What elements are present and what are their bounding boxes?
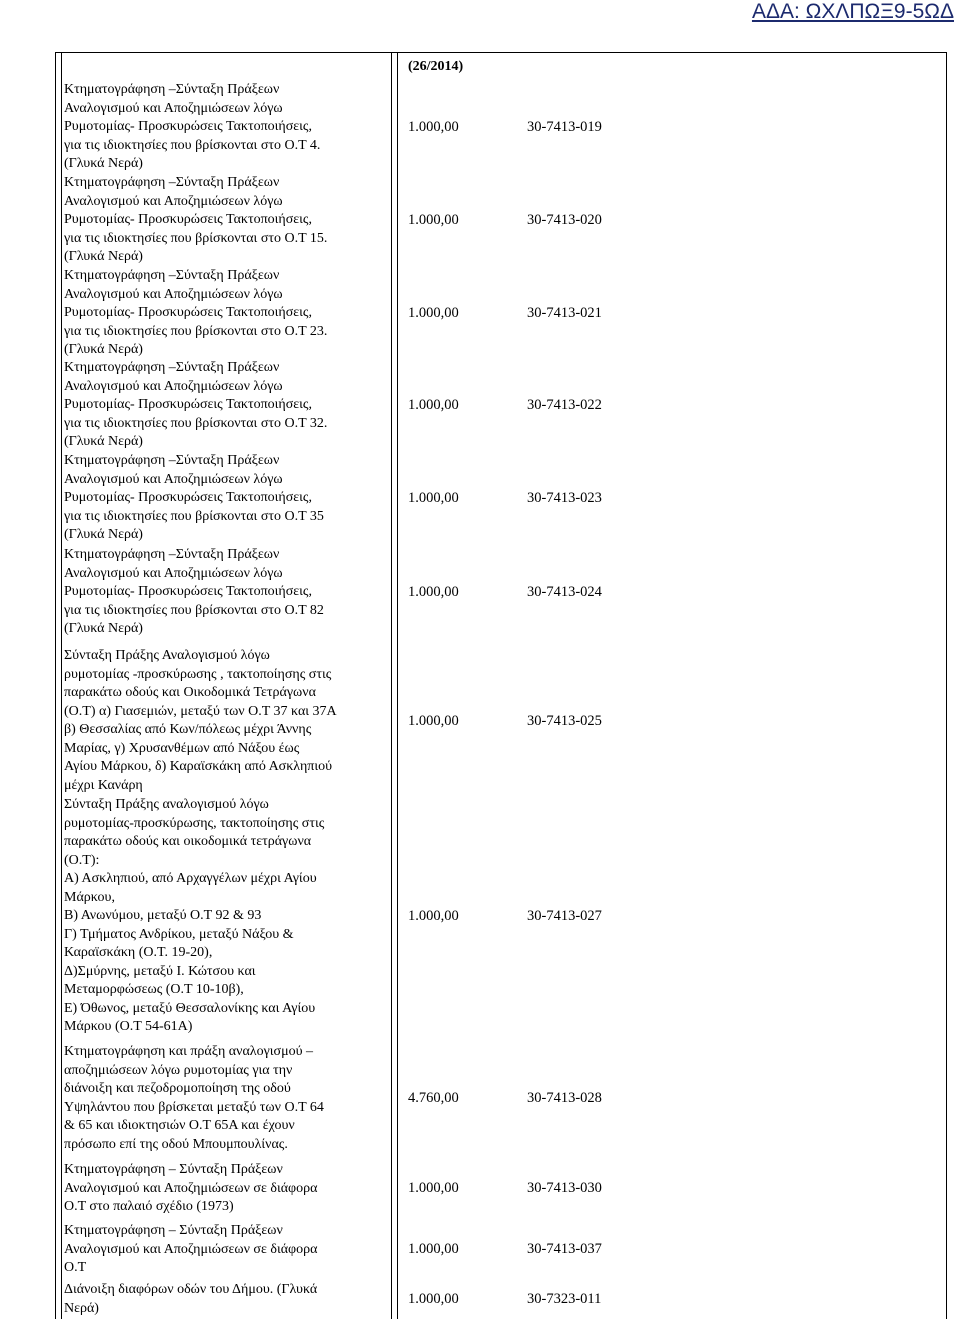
description-line: β) Θεσσαλίας από Κων/πόλεως μέχρι Άννης [64, 722, 312, 737]
amount: 1.000,00 [408, 583, 459, 600]
table-row [61, 451, 946, 544]
budget-code: 30-7413-020 [527, 211, 602, 228]
description-line: Κτηματογράφηση – Σύνταξη Πράξεων [64, 1223, 283, 1238]
budget-code: 30-7413-025 [527, 712, 602, 729]
row-values [397, 1222, 945, 1278]
description-line: Ρυμοτομίας- Προσκυρώσεις Τακτοποιήσεις, [64, 584, 312, 599]
description-line: Σύνταξη Πράξης Αναλογισμού λόγω [64, 648, 270, 663]
description-line: Κτηματογράφηση –Σύνταξη Πράξεων [64, 175, 280, 190]
table-row [61, 359, 946, 451]
budget-code: 30-7413-030 [527, 1180, 602, 1197]
table-right-border [946, 52, 947, 1319]
row-values [397, 796, 945, 1037]
amount: 1.000,00 [408, 907, 459, 924]
row-values [397, 174, 945, 267]
description-line: διάνοιξη και πεζοδρομοποίηση της οδού [64, 1081, 291, 1096]
description-line: για τις ιδιοκτησίες που βρίσκονται στο Ο.Τ 35 [64, 508, 324, 524]
ada-stamp: ΑΔΑ: ΩΧΛΠΩΞ9-5ΩΔ [751, 0, 954, 23]
description-line: Δ)Σμύρνης, μεταξύ Ι. Κώτσου και [64, 963, 256, 979]
description-line: (Γλυκά Νερά) [64, 621, 143, 636]
budget-code: 30-7323-011 [527, 1291, 602, 1307]
description-line: Ο.Τ στο παλαιό σχέδιο (1973) [64, 1199, 234, 1214]
description-line: Ο.Τ [64, 1260, 87, 1275]
description-line: Κτηματογράφηση –Σύνταξη Πράξεων [64, 360, 280, 375]
row-description [64, 452, 390, 545]
row-values [397, 1281, 945, 1318]
table-header-row [61, 52, 946, 80]
table-row [61, 640, 946, 795]
description-line: Β) Ανωνύμου, μεταξύ Ο.Τ 92 & 93 [64, 908, 262, 923]
table-row [61, 795, 946, 1038]
row-description [64, 647, 390, 795]
description-line: (Γλυκά Νερά) [64, 342, 143, 357]
amount: 1.000,00 [408, 396, 459, 413]
table-row [61, 544, 946, 640]
description-line: (Ο.Τ) α) Γιασεμιών, μεταξύ των Ο.Τ 37 και 37Α [64, 703, 337, 719]
row-values [397, 1043, 945, 1154]
amount: 1.000,00 [408, 1291, 459, 1307]
description-line: αποζημιώσεων λόγω ρυμοτομίας για την [64, 1062, 293, 1078]
description-line: Α) Ασκληπιού, από Αρχαγγέλων μέχρι Αγίου [64, 871, 317, 886]
decision-reference: (26/2014) [408, 59, 464, 74]
budget-code: 30-7413-019 [527, 118, 602, 135]
description-line: Νερά) [64, 1300, 99, 1316]
table-left-border-outer [55, 52, 56, 1319]
row-description [64, 546, 390, 639]
description-line: ρυμοτομίας-προσκύρωσης, τακτοποίησης στις [64, 815, 325, 831]
budget-code: 30-7413-021 [527, 304, 602, 321]
description-line: Μάρκου, [64, 889, 115, 905]
description-line: Γ) Τμήματος Ανδρίκου, μεταξύ Νάξου & [64, 926, 294, 942]
description-line: παρακάτω οδούς και Οικοδομικά Τετράγωνα [64, 685, 316, 700]
description-line: Σύνταξη Πράξης αναλογισμού λόγω [64, 797, 269, 812]
table-row [61, 1038, 946, 1157]
table-row [61, 266, 946, 359]
description-line: Ρυμοτομίας- Προσκυρώσεις Τακτοποιήσεις, [64, 119, 312, 134]
description-line: Αναλογισμού και Αποζημιώσεων λόγω [64, 193, 283, 209]
description-line: Ε) Όθωνος, μεταξύ Θεσσαλονίκης και Αγίου [64, 1000, 316, 1016]
row-description [64, 1161, 390, 1217]
description-line: Διάνοιξη διαφόρων οδών του Δήμου. (Γλυκά [64, 1282, 318, 1297]
description-line: Κτηματογράφηση –Σύνταξη Πράξεων [64, 453, 280, 468]
table-row [61, 173, 946, 266]
amount: 1.000,00 [408, 1241, 459, 1258]
description-line: για τις ιδιοκτησίες που βρίσκονται στο Ο.Τ 15. [64, 230, 328, 246]
description-line: Ρυμοτομίας- Προσκυρώσεις Τακτοποιήσεις, [64, 397, 312, 412]
description-line: παρακάτω οδούς και οικοδομικά τετράγωνα [64, 834, 312, 849]
row-values [397, 647, 945, 795]
description-line: Μεταμορφώσεως (Ο.Τ 10-10β), [64, 982, 244, 997]
description-line: (Γλυκά Νερά) [64, 249, 143, 264]
description-line: Αναλογισμού και Αποζημιώσεων λόγω [64, 378, 283, 394]
description-line: Υψηλάντου που βρίσκεται μεταξύ των Ο.Τ 64 [64, 1099, 324, 1115]
description-line: (Γλυκά Νερά) [64, 156, 143, 171]
description-line: Μάρκου (Ο.Τ 54-61Α) [64, 1019, 193, 1034]
row-values [397, 267, 945, 360]
amount: 1.000,00 [408, 304, 459, 321]
description-line: Αναλογισμού και Αποζημιώσεων λόγω [64, 565, 283, 581]
budget-table [61, 52, 946, 1319]
row-values [397, 546, 945, 639]
description-line: (Ο.Τ): [64, 852, 100, 868]
row-description [64, 81, 390, 174]
description-line: Αναλογισμού και Αποζημιώσεων λόγω [64, 100, 283, 116]
budget-code: 30-7413-023 [527, 489, 602, 506]
description-line: για τις ιδιοκτησίες που βρίσκονται στο Ο.Τ 82 [64, 602, 324, 618]
row-description [64, 174, 390, 267]
description-line: για τις ιδιοκτησίες που βρίσκονται στο Ο.Τ 4. [64, 137, 321, 153]
amount: 1.000,00 [408, 489, 459, 506]
amount: 1.000,00 [408, 1180, 459, 1197]
description-line: Κτηματογράφηση –Σύνταξη Πράξεων [64, 268, 280, 283]
description-line: Αναλογισμού και Αποζημιώσεων λόγω [64, 286, 283, 302]
description-line: πρόσωπο επί της οδού Μπουμπουλίνας. [64, 1136, 288, 1152]
table-row [61, 1219, 946, 1279]
description-line: Κτηματογράφηση και πράξη αναλογισμού – [64, 1044, 314, 1059]
description-line: & 65 και ιδιοκτησιών Ο.Τ 65Α και έχουν [64, 1118, 295, 1133]
row-values [397, 81, 945, 174]
budget-code: 30-7413-037 [527, 1241, 602, 1258]
budget-code: 30-7413-022 [527, 396, 602, 413]
row-values [397, 359, 945, 452]
description-line: Ρυμοτομίας- Προσκυρώσεις Τακτοποιήσεις, [64, 490, 312, 505]
description-line: Κτηματογράφηση – Σύνταξη Πράξεων [64, 1162, 283, 1177]
amount: 4.760,00 [408, 1090, 459, 1106]
row-description [64, 1043, 390, 1154]
table-row [61, 1279, 946, 1319]
row-values [397, 452, 945, 545]
table-row [61, 1157, 946, 1219]
description-line: Μαρίας, γ) Χρυσανθέμων από Νάξου έως [64, 740, 300, 756]
amount: 1.000,00 [408, 712, 459, 729]
description-line: για τις ιδιοκτησίες που βρίσκονται στο Ο.Τ 32. [64, 415, 328, 431]
description-line: για τις ιδιοκτησίες που βρίσκονται στο Ο.Τ 23. [64, 323, 328, 339]
description-line: Καραϊσκάκη (Ο.Τ. 19-20), [64, 945, 213, 960]
description-line: μέχρι Κανάρη [64, 777, 143, 793]
budget-code: 30-7413-024 [527, 583, 602, 600]
table-row [61, 80, 946, 173]
description-line: Ρυμοτομίας- Προσκυρώσεις Τακτοποιήσεις, [64, 305, 312, 320]
description-line: (Γλυκά Νερά) [64, 434, 143, 449]
amount: 1.000,00 [408, 118, 459, 135]
row-values [397, 1161, 945, 1217]
description-line: Ρυμοτομίας- Προσκυρώσεις Τακτοποιήσεις, [64, 212, 312, 227]
row-description [64, 1281, 390, 1318]
table-body [61, 80, 946, 1319]
row-description [64, 796, 390, 1037]
budget-code: 30-7413-028 [527, 1090, 602, 1106]
description-line: (Γλυκά Νερά) [64, 527, 143, 542]
description-line: Αναλογισμού και Αποζημιώσεων σε διάφορα [64, 1241, 318, 1257]
row-description [64, 359, 390, 452]
description-line: Κτηματογράφηση –Σύνταξη Πράξεων [64, 82, 280, 97]
description-line: Κτηματογράφηση –Σύνταξη Πράξεων [64, 547, 280, 562]
row-description [64, 1222, 390, 1278]
description-line: Αγίου Μάρκου, δ) Καραϊσκάκη από Ασκληπιού [64, 759, 333, 774]
budget-code: 30-7413-027 [527, 907, 602, 924]
description-line: Αναλογισμού και Αποζημιώσεων λόγω [64, 471, 283, 487]
amount: 1.000,00 [408, 211, 459, 228]
description-line: ρυμοτομίας -προσκύρωσης , τακτοποίησης στις [64, 666, 332, 682]
row-description [64, 267, 390, 360]
description-line: Αναλογισμού και Αποζημιώσεων σε διάφορα [64, 1180, 318, 1196]
